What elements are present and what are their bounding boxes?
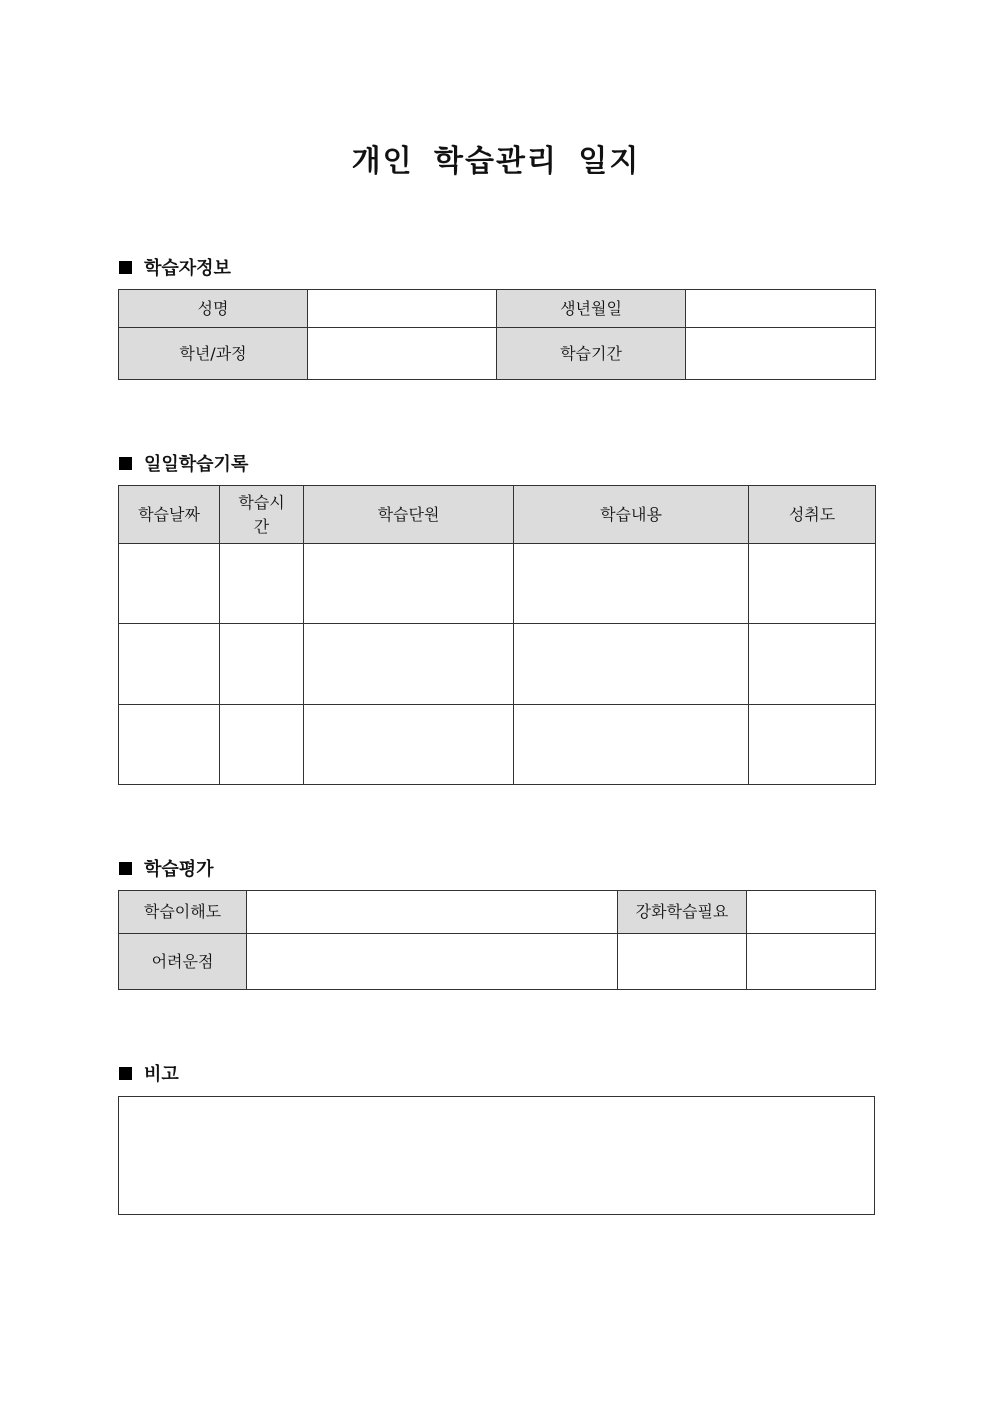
learner-info-table [118, 289, 876, 380]
name-field[interactable] [308, 290, 497, 328]
birthdate-label: 생년월일 [497, 290, 686, 328]
column-header-content: 학습내용 [514, 486, 749, 544]
section-heading-remarks [119, 1060, 179, 1086]
evaluation-extra-cell[interactable] [618, 934, 747, 990]
section-heading-label: 비고 [144, 1064, 179, 1085]
content-cell[interactable] [514, 705, 749, 785]
square-bullet-icon [119, 457, 132, 470]
achievement-cell[interactable] [749, 544, 876, 624]
content-cell[interactable] [514, 624, 749, 705]
section-heading-learner-info [119, 254, 231, 280]
birthdate-field[interactable] [686, 290, 876, 328]
difficulties-field[interactable] [247, 934, 618, 990]
date-cell[interactable] [119, 544, 220, 624]
daily-record-table [118, 485, 876, 785]
column-header-achievement: 성취도 [749, 486, 876, 544]
study-period-field[interactable] [686, 328, 876, 380]
name-label: 성명 [119, 290, 308, 328]
time-cell[interactable] [220, 544, 304, 624]
date-cell[interactable] [119, 705, 220, 785]
study-period-label: 학습기간 [497, 328, 686, 380]
grade-course-field[interactable] [308, 328, 497, 380]
column-header-date: 학습날짜 [119, 486, 220, 544]
evaluation-table [118, 890, 876, 990]
achievement-cell[interactable] [749, 624, 876, 705]
table-row [119, 624, 876, 705]
understanding-label: 학습이해도 [119, 891, 247, 934]
reinforcement-needed-label: 강화학습필요 [618, 891, 747, 934]
date-cell[interactable] [119, 624, 220, 705]
section-heading-evaluation [119, 855, 214, 881]
square-bullet-icon [119, 862, 132, 875]
difficulties-label: 어려운점 [119, 934, 247, 990]
unit-cell[interactable] [304, 544, 514, 624]
section-heading-label: 학습평가 [144, 859, 214, 880]
square-bullet-icon [119, 261, 132, 274]
page-title: 개인 학습관리 일지 [351, 144, 641, 179]
unit-cell[interactable] [304, 705, 514, 785]
remarks-box[interactable] [118, 1096, 875, 1215]
section-heading-daily-record [119, 450, 248, 476]
unit-cell[interactable] [304, 624, 514, 705]
table-row [119, 544, 876, 624]
time-cell[interactable] [220, 624, 304, 705]
column-header-unit: 학습단원 [304, 486, 514, 544]
column-header-time: 학습시간 [220, 486, 304, 544]
section-heading-label: 일일학습기록 [144, 454, 249, 475]
grade-course-label: 학년/과정 [119, 328, 308, 380]
understanding-field[interactable] [247, 891, 618, 934]
evaluation-extra-cell[interactable] [747, 934, 876, 990]
achievement-cell[interactable] [749, 705, 876, 785]
content-cell[interactable] [514, 544, 749, 624]
section-heading-label: 학습자정보 [144, 258, 231, 279]
time-cell[interactable] [220, 705, 304, 785]
table-row [119, 705, 876, 785]
reinforcement-needed-field[interactable] [747, 891, 876, 934]
square-bullet-icon [119, 1067, 132, 1080]
